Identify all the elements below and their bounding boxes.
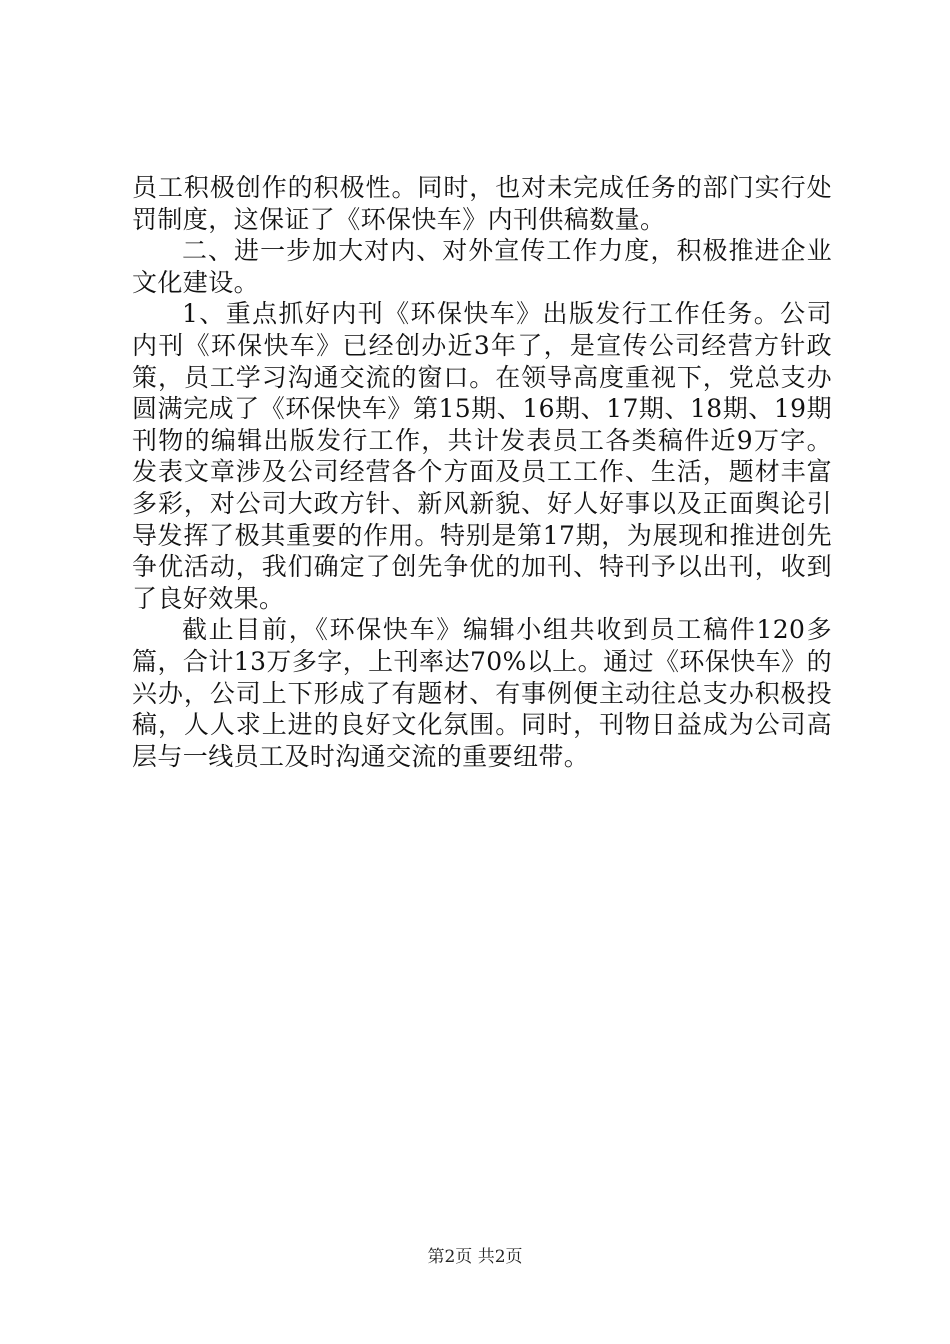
- paragraph-item-1: 1、重点抓好内刊《环保快车》出版发行工作任务。公司内刊《环保快车》已经创办近3年了，是宣传公司经营方针政策，员工学习沟通交流的窗口。在领导高度重视下，党总支办圆满完成了《环保快车》第15期、16期、17期、18期、19期刊物的编辑出版发行工作，共计发表员工各类稿件近9万字。发表文章涉及公司经营各个方面及员工工作、生活，题材丰富多彩，对公司大政方针、新风新貌、好人好事以及正面舆论引导发挥了极其重要的作用。特别是第17期，为展现和推进创先争优活动，我们确定了创先争优的加刊、特刊予以出刊，收到了良好效果。: [132, 299, 832, 613]
- paragraph-section-heading: 二、进一步加大对内、对外宣传工作力度，积极推进企业文化建设。: [132, 236, 832, 297]
- document-body: [132, 172, 832, 772]
- page-footer: 第2页 共2页: [427, 1247, 523, 1267]
- paragraph-summary: 截止目前，《环保快车》编辑小组共收到员工稿件120多篇，合计13万多字，上刊率达70%以上。通过《环保快车》的兴办，公司上下形成了有题材、有事例便主动往总支办积极投稿，人人求上进的良好文化氛围。同时，刊物日益成为公司高层与一线员工及时沟通交流的重要纽带。: [132, 615, 832, 771]
- paragraph-continuation: 员工积极创作的积极性。同时，也对未完成任务的部门实行处罚制度，这保证了《环保快车》内刊供稿数量。: [132, 173, 832, 234]
